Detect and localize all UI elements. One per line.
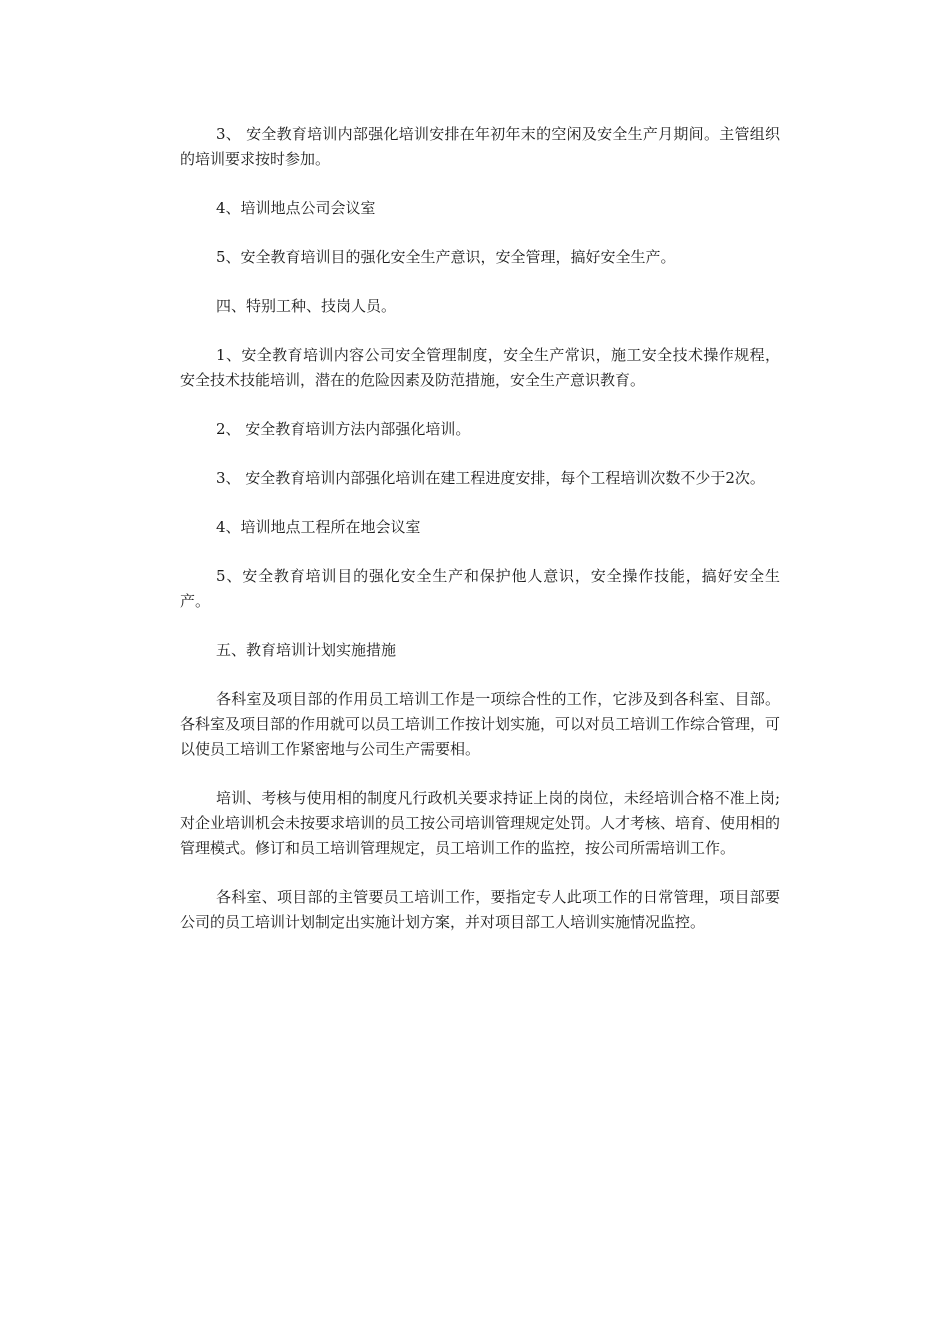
paragraph-training-purpose-special: 5、安全教育培训目的强化安全生产和保护他人意识，安全操作技能，搞好安全生产。 <box>180 567 780 610</box>
paragraph-department-roles: 各科室及项目部的作用员工培训工作是一项综合性的工作，它涉及到各科室、目部。各科室及项目部的作用就可以员工培训工作按计划实施，可以对员工培训工作综合管理，可以使员工培训工作紧密地与公司生产需要相。 <box>180 690 781 758</box>
section-heading-special-workers: 四、特别工种、技岗人员。 <box>216 297 397 315</box>
paragraph-training-frequency: 3、 安全教育培训内部强化培训在建工程进度安排，每个工程培训次数不少于2次。 <box>216 469 765 487</box>
paragraph-training-method: 2、 安全教育培训方法内部强化培训。 <box>216 420 471 438</box>
paragraph-training-purpose: 5、安全教育培训目的强化安全生产意识，安全管理，搞好安全生产。 <box>216 248 676 266</box>
paragraph-assessment-system: 培训、考核与使用相的制度凡行政机关要求持证上岗的岗位，未经培训合格不准上岗;对企业培训机会未按要求培训的员工按公司培训管理规定处罚。人才考核、培育、使用相的管理模式。修订和员工培训管理规定，员工培训工作的监控，按公司所需培训工作。 <box>180 789 781 857</box>
paragraph-training-location-site: 4、培训地点工程所在地会议室 <box>216 518 421 536</box>
paragraph-training-content: 1、安全教育培训内容公司安全管理制度，安全生产常识，施工安全技术操作规程，安全技术技能培训，潜在的危险因素及防范措施，安全生产意识教育。 <box>180 346 780 389</box>
paragraph-supervisor-responsibility: 各科室、项目部的主管要员工培训工作，要指定专人此项工作的日常管理，项目部要公司的员工培训计划制定出实施计划方案，并对项目部工人培训实施情况监控。 <box>180 888 780 931</box>
document-body <box>180 122 780 959</box>
section-heading-implementation: 五、教育培训计划实施措施 <box>216 641 397 659</box>
paragraph-training-location-company: 4、培训地点公司会议室 <box>216 199 376 217</box>
paragraph-safety-training-schedule: 3、 安全教育培训内部强化培训安排在年初年末的空闲及安全生产月期间。主管组织的培训要求按时参加。 <box>180 125 780 168</box>
